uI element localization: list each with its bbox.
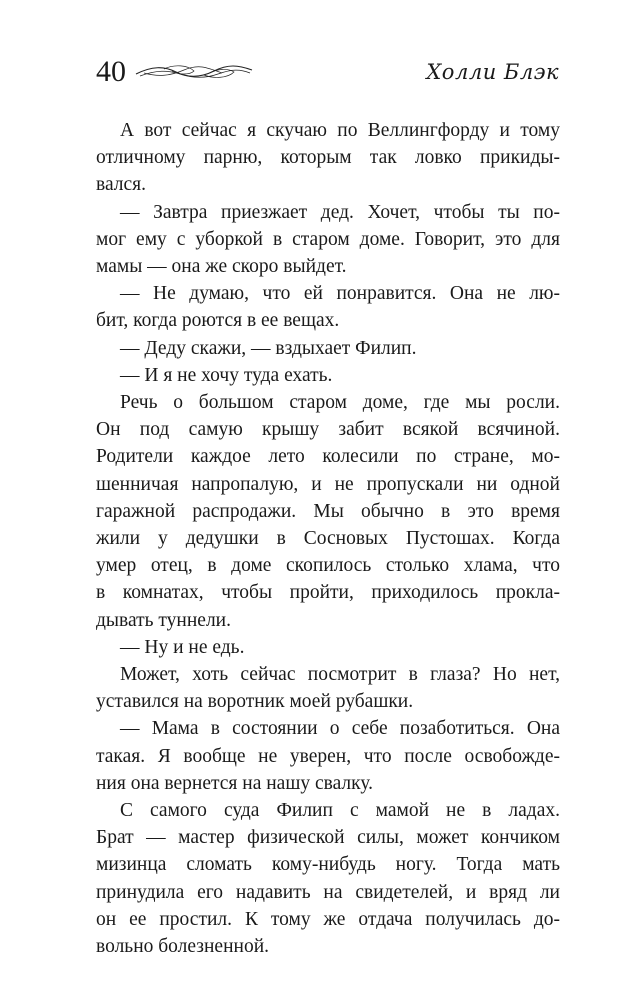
text-line: — Мама в состоянии о себе позаботиться. Она bbox=[120, 718, 560, 740]
text-line: — И я не хочу туда ехать. bbox=[120, 364, 333, 386]
text-line: он ее простил. К тому же отдача получилась до- bbox=[96, 908, 560, 930]
page-header bbox=[96, 54, 559, 94]
text-line: — Деду скажи, — вздыхает Филип. bbox=[120, 337, 417, 359]
text-line: принудила его надавить на свидетелей, и вряд ли bbox=[96, 881, 560, 903]
text-line: вольно болезненной. bbox=[96, 936, 270, 958]
text-line: мог ему с уборкой в старом доме. Говорит, это для bbox=[96, 228, 560, 250]
paragraph bbox=[96, 797, 560, 960]
text-line: Может, хоть сейчас посмотрит в глаза? Но нет, bbox=[120, 664, 560, 686]
body-text bbox=[96, 117, 560, 960]
paragraph bbox=[96, 117, 560, 199]
text-line: отличному парню, которым так ловко прикиды- bbox=[96, 147, 560, 169]
text-line: мамы — она же скоро выйдет. bbox=[96, 256, 347, 278]
text-line: С самого суда Филип с мамой не в ладах. bbox=[120, 800, 560, 822]
page-number: 40 bbox=[96, 55, 126, 88]
text-line: такая. Я вообще не уверен, что после освобожде- bbox=[96, 745, 560, 767]
paragraph bbox=[96, 362, 560, 389]
text-line: вался. bbox=[96, 174, 147, 196]
text-line: умер отец, в доме скопилось столько хлама, что bbox=[96, 555, 560, 577]
paragraph bbox=[96, 199, 560, 281]
running-head-author: Холли Блэк bbox=[426, 60, 559, 84]
paragraph bbox=[96, 715, 560, 797]
paragraph bbox=[96, 280, 560, 334]
text-line: ния она вернется на нашу свалку. bbox=[96, 772, 374, 794]
text-line: мизинца сломать кому-нибудь ногу. Тогда мать bbox=[96, 854, 560, 876]
paragraph bbox=[96, 661, 560, 715]
text-line: Родители каждое лето колесили по стране, мо- bbox=[96, 446, 560, 468]
text-line: в комнатах, чтобы пройти, приходилось прокла- bbox=[96, 582, 560, 604]
text-line: Брат — мастер физической силы, может кончиком bbox=[96, 827, 560, 849]
text-line: — Завтра приезжает дед. Хочет, чтобы ты по- bbox=[120, 201, 560, 223]
text-line: Он под самую крышу забит всякой всячиной. bbox=[96, 419, 560, 441]
paragraph bbox=[96, 634, 560, 661]
text-line: дывать туннели. bbox=[96, 609, 231, 631]
text-line: гаражной распродажи. Мы обычно в это время bbox=[96, 500, 560, 522]
text-line: А вот сейчас я скучаю по Веллингфорду и тому bbox=[120, 120, 560, 141]
text-line: шенничая напропалую, и не пропускали ни одной bbox=[96, 473, 560, 495]
text-line: Речь о большом старом доме, где мы росли. bbox=[120, 392, 560, 414]
ornament-flourish-icon bbox=[134, 62, 254, 82]
text-line: — Не думаю, что ей понравится. Она не лю- bbox=[120, 283, 560, 305]
text-line: уставился на воротник моей рубашки. bbox=[96, 691, 414, 713]
paragraph bbox=[96, 335, 560, 362]
text-line: — Ну и не едь. bbox=[120, 636, 245, 658]
text-line: жили у дедушки в Сосновых Пустошах. Когда bbox=[96, 528, 560, 550]
paragraph bbox=[96, 389, 560, 634]
text-line: бит, когда роются в ее вещах. bbox=[96, 310, 340, 332]
